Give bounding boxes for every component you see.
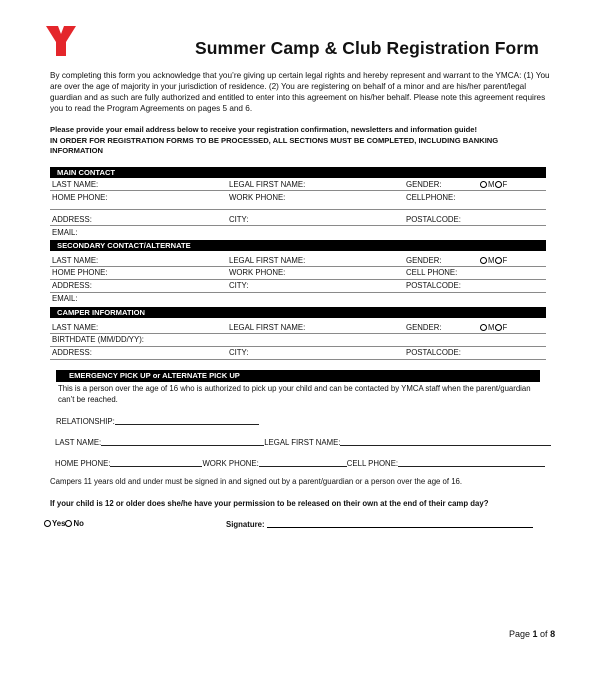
- secondary-address-field[interactable]: ADDRESS:: [52, 281, 92, 290]
- row-divider: [50, 190, 546, 191]
- signature-row: [226, 519, 533, 529]
- secondary-first-name-field[interactable]: LEGAL FIRST NAME:: [229, 256, 306, 265]
- secondary-work-phone-field[interactable]: WORK PHONE:: [229, 268, 286, 277]
- notice-required: IN ORDER FOR REGISTRATION FORMS TO BE PROCESSED, ALL SECTIONS MUST BE COMPLETED, INCLUDING BANKING INFORMATION: [50, 135, 499, 155]
- emergency-last-name-label: LAST NAME:: [55, 438, 102, 447]
- secondary-contact-header: SECONDARY CONTACT/ALTERNATE: [50, 240, 546, 251]
- campers-note: Campers 11 years old and under must be signed in and signed out by a parent/guardian or a person over the age of 16.: [50, 477, 463, 486]
- permission-no-radio[interactable]: [65, 520, 72, 527]
- camper-last-name-field[interactable]: LAST NAME:: [52, 323, 99, 332]
- secondary-postal-field[interactable]: POSTALCODE:: [406, 281, 461, 290]
- page-number: Page 1 of 8: [509, 629, 556, 639]
- secondary-gender-options: M F: [480, 256, 507, 266]
- secondary-cell-phone-field[interactable]: CELL PHONE:: [406, 268, 458, 277]
- main-contact-header: MAIN CONTACT: [50, 167, 546, 178]
- yes-label: Yes: [52, 519, 66, 528]
- main-home-phone-field[interactable]: HOME PHONE:: [52, 193, 108, 202]
- notice-email: Please provide your email address below to receive your registration confirmation, newsletters and information guide!: [50, 125, 478, 134]
- row-divider: [50, 346, 546, 347]
- row-divider: [50, 266, 546, 267]
- release-permission-question: If your child is 12 or older does she/he have your permission to be released on their own at the end of their camp day?: [50, 499, 489, 508]
- relationship-input[interactable]: [115, 416, 259, 425]
- secondary-city-field[interactable]: CITY:: [229, 281, 249, 290]
- signature-input[interactable]: [267, 519, 533, 528]
- secondary-gender-label: GENDER:: [406, 256, 442, 265]
- emergency-work-phone-label: WORK PHONE:: [202, 459, 259, 468]
- camper-city-field[interactable]: CITY:: [229, 348, 249, 357]
- emergency-work-phone-input[interactable]: [259, 458, 347, 467]
- signature-label: Signature:: [226, 520, 265, 529]
- main-postal-field[interactable]: POSTALCODE:: [406, 215, 461, 224]
- intro-paragraph: By completing this form you acknowledge that you’re giving up certain legal rights and hereby represent and warrant to the YMCA: (1) You are over the age of majority in your jurisdiction of residence. (2) You are registering on behalf of a minor and are his/her parent/legal guardian and as such are fully authorized and entitled to enter into this agreement on his/her behalf. Please note this agreement requires you to read the Program Agreements on pages 5 and 6.: [50, 71, 550, 113]
- row-divider: [50, 359, 546, 360]
- main-last-name-field[interactable]: LAST NAME:: [52, 180, 99, 189]
- emergency-description: This is a person over the age of 16 who is authorized to pick up your child and can be contacted by YMCA staff when the parent/guardian can’t be reached.: [58, 384, 531, 404]
- main-email-field[interactable]: EMAIL:: [52, 228, 78, 237]
- form-title: Summer Camp & Club Registration Form: [195, 38, 539, 58]
- main-gender-m-radio[interactable]: [480, 181, 487, 188]
- emergency-home-phone-input[interactable]: [110, 458, 202, 467]
- main-cell-phone-field[interactable]: CELLPHONE:: [406, 193, 456, 202]
- emergency-cell-phone-input[interactable]: [398, 458, 545, 467]
- main-address-field[interactable]: ADDRESS:: [52, 215, 92, 224]
- camper-postal-field[interactable]: POSTALCODE:: [406, 348, 461, 357]
- emergency-phone-row: [55, 458, 545, 468]
- camper-gender-m-radio[interactable]: [480, 324, 487, 331]
- secondary-gender-f-radio[interactable]: [495, 257, 502, 264]
- permission-options: [44, 519, 84, 528]
- emergency-first-name-input[interactable]: [340, 437, 551, 446]
- permission-yes-radio[interactable]: [44, 520, 51, 527]
- main-gender-options: M F: [480, 180, 507, 190]
- emergency-relationship-row: [56, 416, 259, 426]
- main-work-phone-field[interactable]: WORK PHONE:: [229, 193, 286, 202]
- emergency-name-row: [55, 437, 551, 447]
- row-divider: [50, 292, 546, 293]
- no-label: No: [73, 519, 84, 528]
- main-city-field[interactable]: CITY:: [229, 215, 249, 224]
- row-divider: [50, 333, 546, 334]
- secondary-email-field[interactable]: EMAIL:: [52, 294, 78, 303]
- emergency-home-phone-label: HOME PHONE:: [55, 459, 111, 468]
- row-divider: [50, 279, 546, 280]
- row-divider: [50, 209, 546, 210]
- main-gender-f-radio[interactable]: [495, 181, 502, 188]
- secondary-home-phone-field[interactable]: HOME PHONE:: [52, 268, 108, 277]
- emergency-cell-phone-label: CELL PHONE:: [346, 459, 399, 468]
- notice: [50, 125, 550, 157]
- emergency-pickup-header: EMERGENCY PICK UP or ALTERNATE PICK UP: [56, 370, 540, 382]
- camper-first-name-field[interactable]: LEGAL FIRST NAME:: [229, 323, 306, 332]
- camper-birthdate-field[interactable]: BIRTHDATE (MM/DD/YY):: [52, 335, 144, 344]
- relationship-label: RELATIONSHIP:: [56, 417, 115, 426]
- secondary-last-name-field[interactable]: LAST NAME:: [52, 256, 99, 265]
- camper-gender-f-radio[interactable]: [495, 324, 502, 331]
- main-gender-label: GENDER:: [406, 180, 442, 189]
- camper-address-field[interactable]: ADDRESS:: [52, 348, 92, 357]
- camper-gender-options: M F: [480, 323, 507, 333]
- secondary-gender-m-radio[interactable]: [480, 257, 487, 264]
- camper-info-header: CAMPER INFORMATION: [50, 307, 546, 318]
- ymca-logo-icon: [44, 24, 78, 58]
- main-first-name-field[interactable]: LEGAL FIRST NAME:: [229, 180, 306, 189]
- camper-gender-label: GENDER:: [406, 323, 442, 332]
- emergency-first-name-label: LEGAL FIRST NAME:: [264, 438, 341, 447]
- row-divider: [50, 225, 546, 226]
- emergency-last-name-input[interactable]: [101, 437, 264, 446]
